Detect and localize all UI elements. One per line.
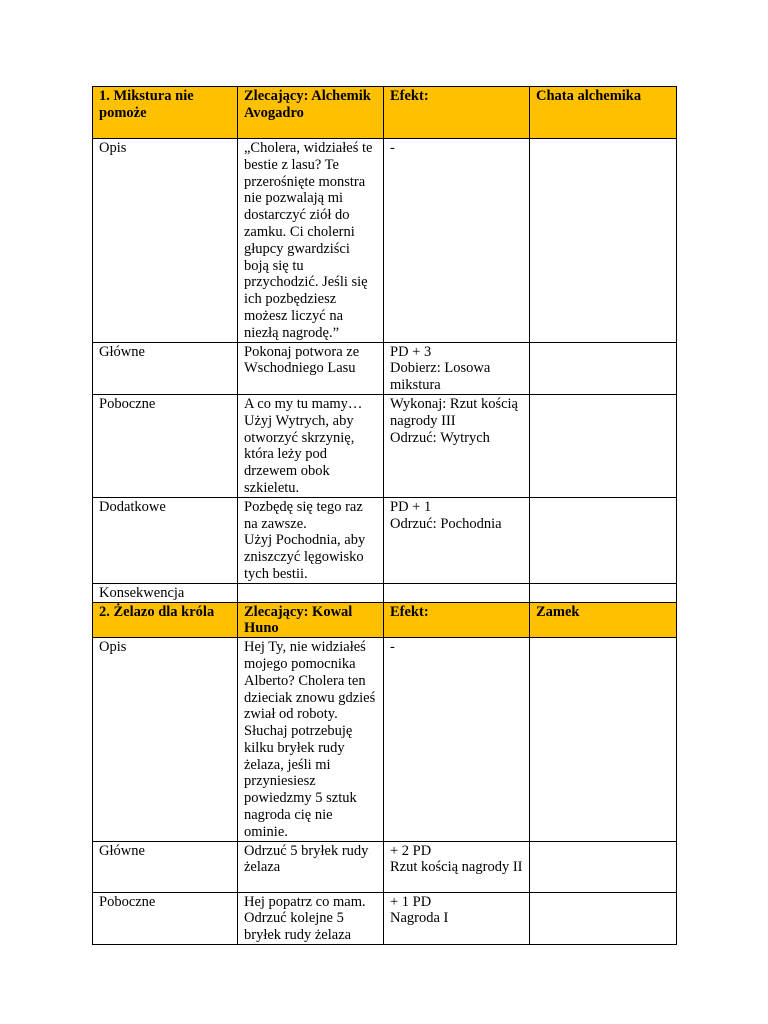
table-row bbox=[93, 342, 677, 394]
task-text: A co my tu mamy… Użyj Wytrych, aby otworzyć skrzynię, która leży pod drzewem obok szkieletu. bbox=[238, 394, 384, 497]
quest-giver: Zlecający: Kowal Huno bbox=[238, 602, 384, 638]
empty-cell bbox=[530, 841, 677, 892]
quest-header-row bbox=[93, 602, 677, 638]
quest-giver: Zlecający: Alchemik Avogadro bbox=[238, 87, 384, 139]
effect-text: + 1 PD Nagroda I bbox=[384, 892, 530, 944]
task-text: Odrzuć 5 bryłek rudy żelaza bbox=[238, 841, 384, 892]
table-row bbox=[93, 139, 677, 343]
row-label: Poboczne bbox=[93, 892, 238, 944]
table-row bbox=[93, 583, 677, 602]
effect-text: + 2 PD Rzut kością nagrody II bbox=[384, 841, 530, 892]
empty-cell bbox=[530, 139, 677, 343]
row-label: Główne bbox=[93, 841, 238, 892]
effect-text: PD + 1 Odrzuć: Pochodnia bbox=[384, 497, 530, 583]
table-row bbox=[93, 841, 677, 892]
task-text: Pozbędę się tego raz na zawsze. Użyj Pochodnia, aby zniszczyć lęgowisko tych bestii. bbox=[238, 497, 384, 583]
effect-text: PD + 3 Dobierz: Losowa mikstura bbox=[384, 342, 530, 394]
quest-location: Zamek bbox=[530, 602, 677, 638]
description-text: Hej Ty, nie widziałeś mojego pomocnika Alberto? Cholera ten dzieciak znowu gdzieś zwiał od roboty. Słuchaj potrzebuję kilku bryłek rudy żelaza, jeśli mi przyniesiesz powiedzmy 5 sztuk nagroda cię nie ominie. bbox=[238, 638, 384, 842]
empty-cell bbox=[530, 638, 677, 842]
row-label: Dodatkowe bbox=[93, 497, 238, 583]
empty-cell bbox=[384, 583, 530, 602]
empty-cell bbox=[530, 342, 677, 394]
effect-text: - bbox=[384, 139, 530, 343]
quest-table bbox=[92, 86, 677, 945]
row-label: Główne bbox=[93, 342, 238, 394]
description-text: „Cholera, widziałeś te bestie z lasu? Te przerośnięte monstra nie pozwalają mi dostarczyć ziół do zamku. Ci cholerni głupcy gwardziści boją się tu przychodzić. Jeśli się ich pozbędziesz możesz liczyć na niezłą nagrodę.” bbox=[238, 139, 384, 343]
task-text: Hej popatrz co mam. Odrzuć kolejne 5 bryłek rudy żelaza bbox=[238, 892, 384, 944]
row-label: Opis bbox=[93, 139, 238, 343]
empty-cell bbox=[238, 583, 384, 602]
quest-name: 2. Żelazo dla króla bbox=[93, 602, 238, 638]
row-label: Konsekwencja bbox=[93, 583, 238, 602]
effect-text: - bbox=[384, 638, 530, 842]
task-text: Pokonaj potwora ze Wschodniego Lasu bbox=[238, 342, 384, 394]
quest-name: 1. Mikstura nie pomoże bbox=[93, 87, 238, 139]
effect-text: Wykonaj: Rzut kością nagrody III Odrzuć: Wytrych bbox=[384, 394, 530, 497]
quest-location: Chata alchemika bbox=[530, 87, 677, 139]
empty-cell bbox=[530, 583, 677, 602]
table-row bbox=[93, 638, 677, 842]
effect-header: Efekt: bbox=[384, 87, 530, 139]
row-label: Opis bbox=[93, 638, 238, 842]
row-label: Poboczne bbox=[93, 394, 238, 497]
table-row bbox=[93, 394, 677, 497]
empty-cell bbox=[530, 892, 677, 944]
empty-cell bbox=[530, 497, 677, 583]
table-row bbox=[93, 892, 677, 944]
table-row bbox=[93, 497, 677, 583]
effect-header: Efekt: bbox=[384, 602, 530, 638]
empty-cell bbox=[530, 394, 677, 497]
quest-header-row bbox=[93, 87, 677, 139]
